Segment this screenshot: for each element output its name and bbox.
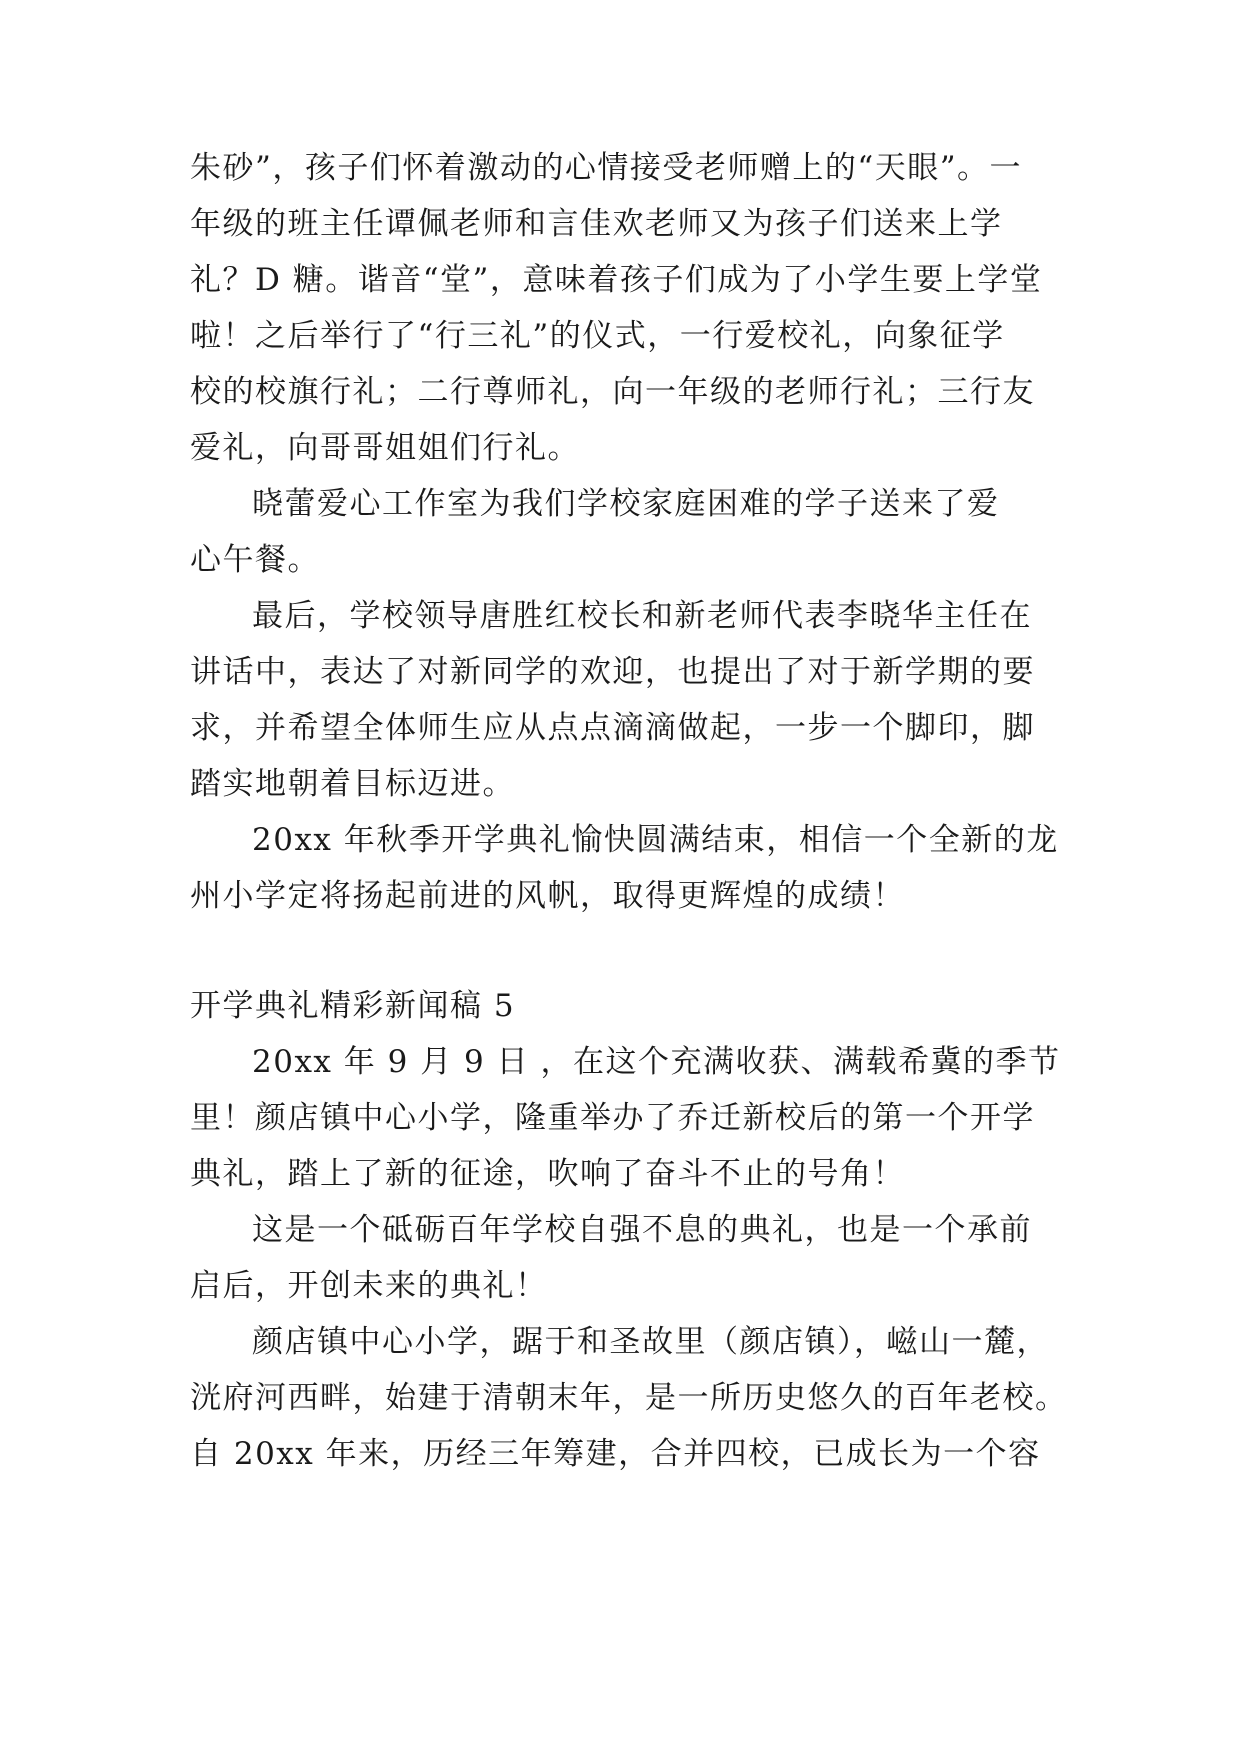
paragraph-line: 20xx 年秋季开学典礼愉快圆满结束，相信一个全新的龙 [252,822,1059,858]
paragraph-line: 典礼，踏上了新的征途，吹响了奋斗不止的号角！ [190,1156,905,1192]
paragraph-line: 州小学定将扬起前进的风帆，取得更辉煌的成绩！ [190,878,905,914]
paragraph-line: 里！颜店镇中心小学，隆重举办了乔迁新校后的第一个开学 [190,1100,1035,1136]
paragraph-line: 校的校旗行礼；二行尊师礼，向一年级的老师行礼；三行友 [190,374,1035,410]
paragraph-line: 年级的班主任谭佩老师和言佳欢老师又为孩子们送来上学 [190,206,1003,242]
paragraph-line: 最后，学校领导唐胜红校长和新老师代表李晓华主任在 [252,598,1032,634]
paragraph-line: 晓蕾爱心工作室为我们学校家庭困难的学子送来了爱 [252,486,1000,522]
paragraph-line: 颜店镇中心小学，踞于和圣故里（颜店镇），嵫山一麓， [252,1324,1049,1360]
paragraph-line: 踏实地朝着目标迈进。 [190,766,515,802]
section-heading: 开学典礼精彩新闻稿 5 [190,988,516,1024]
paragraph-line: 礼？D 糖。谐音“堂”，意味着孩子们成为了小学生要上学堂 [190,262,1043,298]
paragraph-line: 自 20xx 年来，历经三年筹建，合并四校，已成长为一个容 [190,1436,1041,1472]
paragraph-line: 20xx 年 9 月 9 日 ，在这个充满收获、满载希冀的季节 [252,1044,1061,1080]
paragraph-line: 这是一个砥砺百年学校自强不息的典礼，也是一个承前 [252,1212,1032,1248]
paragraph-line: 啦！之后举行了“行三礼”的仪式，一行爱校礼，向象征学 [190,318,1005,354]
paragraph-line: 朱砂”，孩子们怀着激动的心情接受老师赠上的“天眼”。一 [190,150,1023,186]
paragraph-line: 洸府河西畔，始建于清朝末年，是一所历史悠久的百年老校。 [190,1380,1068,1416]
paragraph-line: 爱礼，向哥哥姐姐们行礼。 [190,430,580,466]
paragraph-line: 启后，开创未来的典礼！ [190,1268,548,1304]
paragraph-line: 心午餐。 [190,542,320,578]
paragraph-line: 讲话中，表达了对新同学的欢迎，也提出了对于新学期的要 [190,654,1035,690]
paragraph-line: 求，并希望全体师生应从点点滴滴做起，一步一个脚印，脚 [190,710,1035,746]
